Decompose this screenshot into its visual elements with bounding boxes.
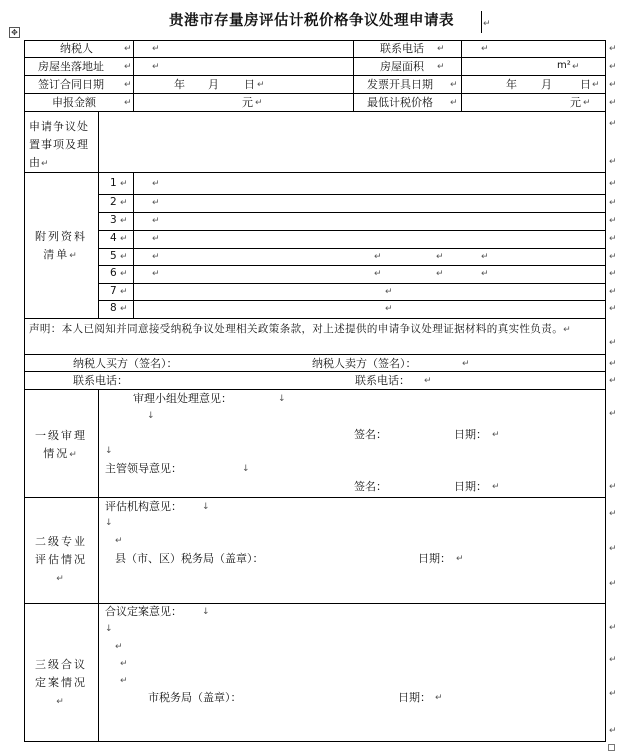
paragraph-mark: ↵ bbox=[385, 287, 393, 297]
form-title: 贵港市存量房评估计税价格争议处理申请表 bbox=[169, 13, 454, 29]
attachment-number: 8 bbox=[110, 302, 117, 314]
attachments-label: 附列资料清单↵ bbox=[35, 230, 87, 261]
paragraph-mark: ↵ bbox=[120, 269, 128, 279]
attachment-cell-mark[interactable]: ↵ bbox=[152, 234, 160, 244]
declaration-text: 声明：本人已阅知并同意接受纳税争议处理相关政策条款，对上述提供的申请争议处理证据材料的真实性负责。↵ bbox=[29, 323, 572, 335]
paragraph-mark: ↵ bbox=[450, 98, 458, 108]
end-of-row-mark: ↵ bbox=[609, 216, 617, 226]
paragraph-mark: ↵ bbox=[583, 98, 591, 108]
end-of-row-mark: ↵ bbox=[609, 655, 617, 665]
paragraph-mark: ↵ bbox=[120, 198, 128, 208]
min-price-unit: 元 bbox=[570, 96, 581, 109]
paragraph-mark: ↵ bbox=[124, 44, 132, 54]
seller-phone-label: 联系电话： bbox=[355, 374, 410, 387]
attachment-number: 3 bbox=[110, 214, 117, 226]
paragraph-mark: ↵ bbox=[120, 216, 128, 226]
line-break-arrow: ↓ bbox=[242, 464, 250, 474]
contract-date-label: 签订合同日期 bbox=[38, 78, 104, 91]
level2-label: 二级专业评估情况↵ bbox=[35, 535, 87, 584]
level1-date-label-1: 日期： bbox=[454, 428, 487, 441]
table-move-handle-icon[interactable]: ✥ bbox=[9, 27, 20, 38]
end-of-row-mark: ↵ bbox=[609, 98, 617, 108]
attachment-number: 7 bbox=[110, 285, 117, 297]
attachment-number: 2 bbox=[110, 196, 117, 208]
paragraph-mark: ↵ bbox=[437, 62, 445, 72]
paragraph-mark: ↵ bbox=[56, 697, 66, 707]
line-break-arrow: ↓ bbox=[105, 446, 113, 456]
level1-signature-label-1: 签名： bbox=[354, 428, 387, 441]
phone-label: 联系电话 bbox=[380, 42, 424, 55]
paragraph-mark: ↵ bbox=[385, 304, 393, 314]
line-break-arrow: ↓ bbox=[202, 607, 210, 617]
paragraph-mark: ↵ bbox=[120, 304, 128, 314]
address-value-mark[interactable]: ↵ bbox=[152, 62, 160, 72]
address-label: 房屋坐落地址 bbox=[38, 60, 104, 73]
paragraph-mark: ↵ bbox=[374, 252, 382, 262]
decision-opinion-label: 合议定案意见： bbox=[105, 605, 182, 618]
paragraph-mark: ↵ bbox=[592, 80, 600, 90]
table-resize-handle-icon[interactable] bbox=[608, 744, 615, 751]
paragraph-mark: ↵ bbox=[41, 159, 50, 169]
invoice-day: 日 bbox=[580, 78, 591, 91]
attachment-number: 4 bbox=[110, 232, 117, 244]
attachment-number: 5 bbox=[110, 250, 117, 262]
end-of-row-mark: ↵ bbox=[609, 179, 617, 189]
end-of-row-mark: ↵ bbox=[609, 287, 617, 297]
paragraph-mark: ↵ bbox=[69, 251, 79, 261]
end-of-row-mark: ↵ bbox=[609, 376, 617, 386]
seller-signature-label: 纳税人卖方（签名）： bbox=[312, 357, 417, 370]
paragraph-mark: ↵ bbox=[374, 269, 382, 279]
agency-opinion-label: 评估机构意见： bbox=[105, 500, 182, 513]
line-break-arrow: ↓ bbox=[278, 394, 286, 404]
line-break-arrow: ↓ bbox=[202, 502, 210, 512]
end-of-row-mark: ↵ bbox=[609, 304, 617, 314]
end-of-row-mark: ↵ bbox=[609, 338, 617, 348]
attachment-cell-mark[interactable]: ↵ bbox=[152, 179, 160, 189]
paragraph-mark: ↵ bbox=[255, 98, 263, 108]
level1-signature-label-2: 签名： bbox=[354, 480, 387, 493]
level1-date-label-2: 日期： bbox=[454, 480, 487, 493]
level3-label: 三级合议定案情况↵ bbox=[35, 658, 87, 707]
line-break-arrow: ↓ bbox=[105, 518, 113, 528]
contract-year: 年 bbox=[174, 78, 185, 91]
contract-month: 月 bbox=[208, 78, 219, 91]
end-of-row-mark: ↵ bbox=[609, 80, 617, 90]
attachment-number: 6 bbox=[110, 267, 117, 279]
end-of-row-mark: ↵ bbox=[609, 119, 617, 129]
buyer-signature-label: 纳税人买方（签名）： bbox=[73, 357, 178, 370]
paragraph-mark: ↵ bbox=[481, 252, 489, 262]
paragraph-mark: ↵ bbox=[450, 80, 458, 90]
text-cursor bbox=[481, 11, 482, 33]
line-break-arrow: ↓ bbox=[105, 624, 113, 634]
end-of-row-mark: ↵ bbox=[609, 44, 617, 54]
end-of-row-mark: ↵ bbox=[609, 544, 617, 554]
paragraph-mark: ↵ bbox=[492, 482, 500, 492]
city-bureau-seal-label: 市税务局（盖章）： bbox=[148, 691, 242, 704]
end-of-row-mark: ↵ bbox=[609, 726, 617, 736]
attachment-cell-mark[interactable]: ↵ bbox=[152, 269, 160, 279]
paragraph-mark: ↵ bbox=[481, 269, 489, 279]
paragraph-mark: ↵ bbox=[69, 450, 79, 460]
county-bureau-seal-label: 县（市、区）税务局（盖章）： bbox=[115, 552, 264, 565]
level1-label: 一级审理情况↵ bbox=[35, 429, 87, 460]
paragraph-mark: ↵ bbox=[492, 430, 500, 440]
area-label: 房屋面积 bbox=[380, 60, 424, 73]
paragraph-mark: ↵ bbox=[56, 574, 66, 584]
end-of-row-mark: ↵ bbox=[609, 509, 617, 519]
area-unit: m² bbox=[557, 60, 571, 71]
invoice-month: 月 bbox=[541, 78, 552, 91]
paragraph-mark: ↵ bbox=[462, 359, 470, 369]
attachment-cell-mark[interactable]: ↵ bbox=[152, 216, 160, 226]
end-of-row-mark: ↵ bbox=[609, 252, 617, 262]
taxpayer-value-mark[interactable]: ↵ bbox=[152, 44, 160, 54]
leader-opinion-label: 主管领导意见： bbox=[105, 462, 182, 475]
paragraph-mark: ↵ bbox=[424, 376, 432, 386]
end-of-row-mark: ↵ bbox=[609, 409, 617, 419]
buyer-phone-label: 联系电话： bbox=[73, 374, 128, 387]
paragraph-mark: ↵ bbox=[120, 179, 128, 189]
attachment-cell-mark[interactable]: ↵ bbox=[152, 198, 160, 208]
paragraph-mark: ↵ bbox=[456, 554, 464, 564]
end-of-row-mark: ↵ bbox=[609, 359, 617, 369]
paragraph-mark: ↵ bbox=[436, 269, 444, 279]
end-of-row-mark: ↵ bbox=[609, 157, 617, 167]
paragraph-mark: ↵ bbox=[435, 693, 443, 703]
paragraph-mark: ↵ bbox=[120, 676, 128, 686]
paragraph-mark: ↵ bbox=[124, 62, 132, 72]
level3-date-label: 日期： bbox=[398, 691, 431, 704]
paragraph-mark: ↵ bbox=[124, 98, 132, 108]
paragraph-mark: ↵ bbox=[437, 44, 445, 54]
paragraph-mark: ↵ bbox=[572, 62, 580, 72]
invoice-year: 年 bbox=[506, 78, 517, 91]
panel-opinion-label: 审理小组处理意见： bbox=[133, 392, 232, 405]
invoice-date-label: 发票开具日期 bbox=[367, 78, 433, 91]
paragraph-mark: ↵ bbox=[124, 80, 132, 90]
declared-amount-unit: 元 bbox=[242, 96, 253, 109]
paragraph-mark: ↵ bbox=[115, 642, 123, 652]
end-of-row-mark: ↵ bbox=[609, 623, 617, 633]
end-of-row-mark: ↵ bbox=[609, 234, 617, 244]
end-of-row-mark: ↵ bbox=[609, 198, 617, 208]
end-of-row-mark: ↵ bbox=[609, 269, 617, 279]
end-of-row-mark: ↵ bbox=[609, 482, 617, 492]
phone-value-mark[interactable]: ↵ bbox=[481, 44, 489, 54]
paragraph-mark: ↵ bbox=[120, 234, 128, 244]
end-of-row-mark: ↵ bbox=[609, 62, 617, 72]
paragraph-mark: ↵ bbox=[257, 80, 265, 90]
paragraph-mark: ↵ bbox=[120, 659, 128, 669]
paragraph-mark: ↵ bbox=[120, 252, 128, 262]
level2-date-label: 日期： bbox=[418, 552, 451, 565]
contract-day: 日 bbox=[244, 78, 255, 91]
end-of-row-mark: ↵ bbox=[609, 689, 617, 699]
paragraph-mark: ↵ bbox=[563, 325, 572, 335]
paragraph-mark: ↵ bbox=[483, 19, 491, 29]
min-price-label: 最低计税价格 bbox=[367, 96, 433, 109]
declared-amount-label: 申报金额 bbox=[52, 96, 96, 109]
paragraph-mark: ↵ bbox=[436, 252, 444, 262]
end-of-row-mark: ↵ bbox=[609, 579, 617, 589]
attachment-cell-mark[interactable]: ↵ bbox=[152, 252, 160, 262]
attachment-number: 1 bbox=[110, 177, 117, 189]
reason-label: 申请争议处置事项及理由↵ bbox=[29, 120, 89, 169]
paragraph-mark: ↵ bbox=[115, 536, 123, 546]
taxpayer-label: 纳税人 bbox=[60, 42, 93, 55]
paragraph-mark: ↵ bbox=[120, 287, 128, 297]
line-break-arrow: ↓ bbox=[147, 411, 155, 421]
